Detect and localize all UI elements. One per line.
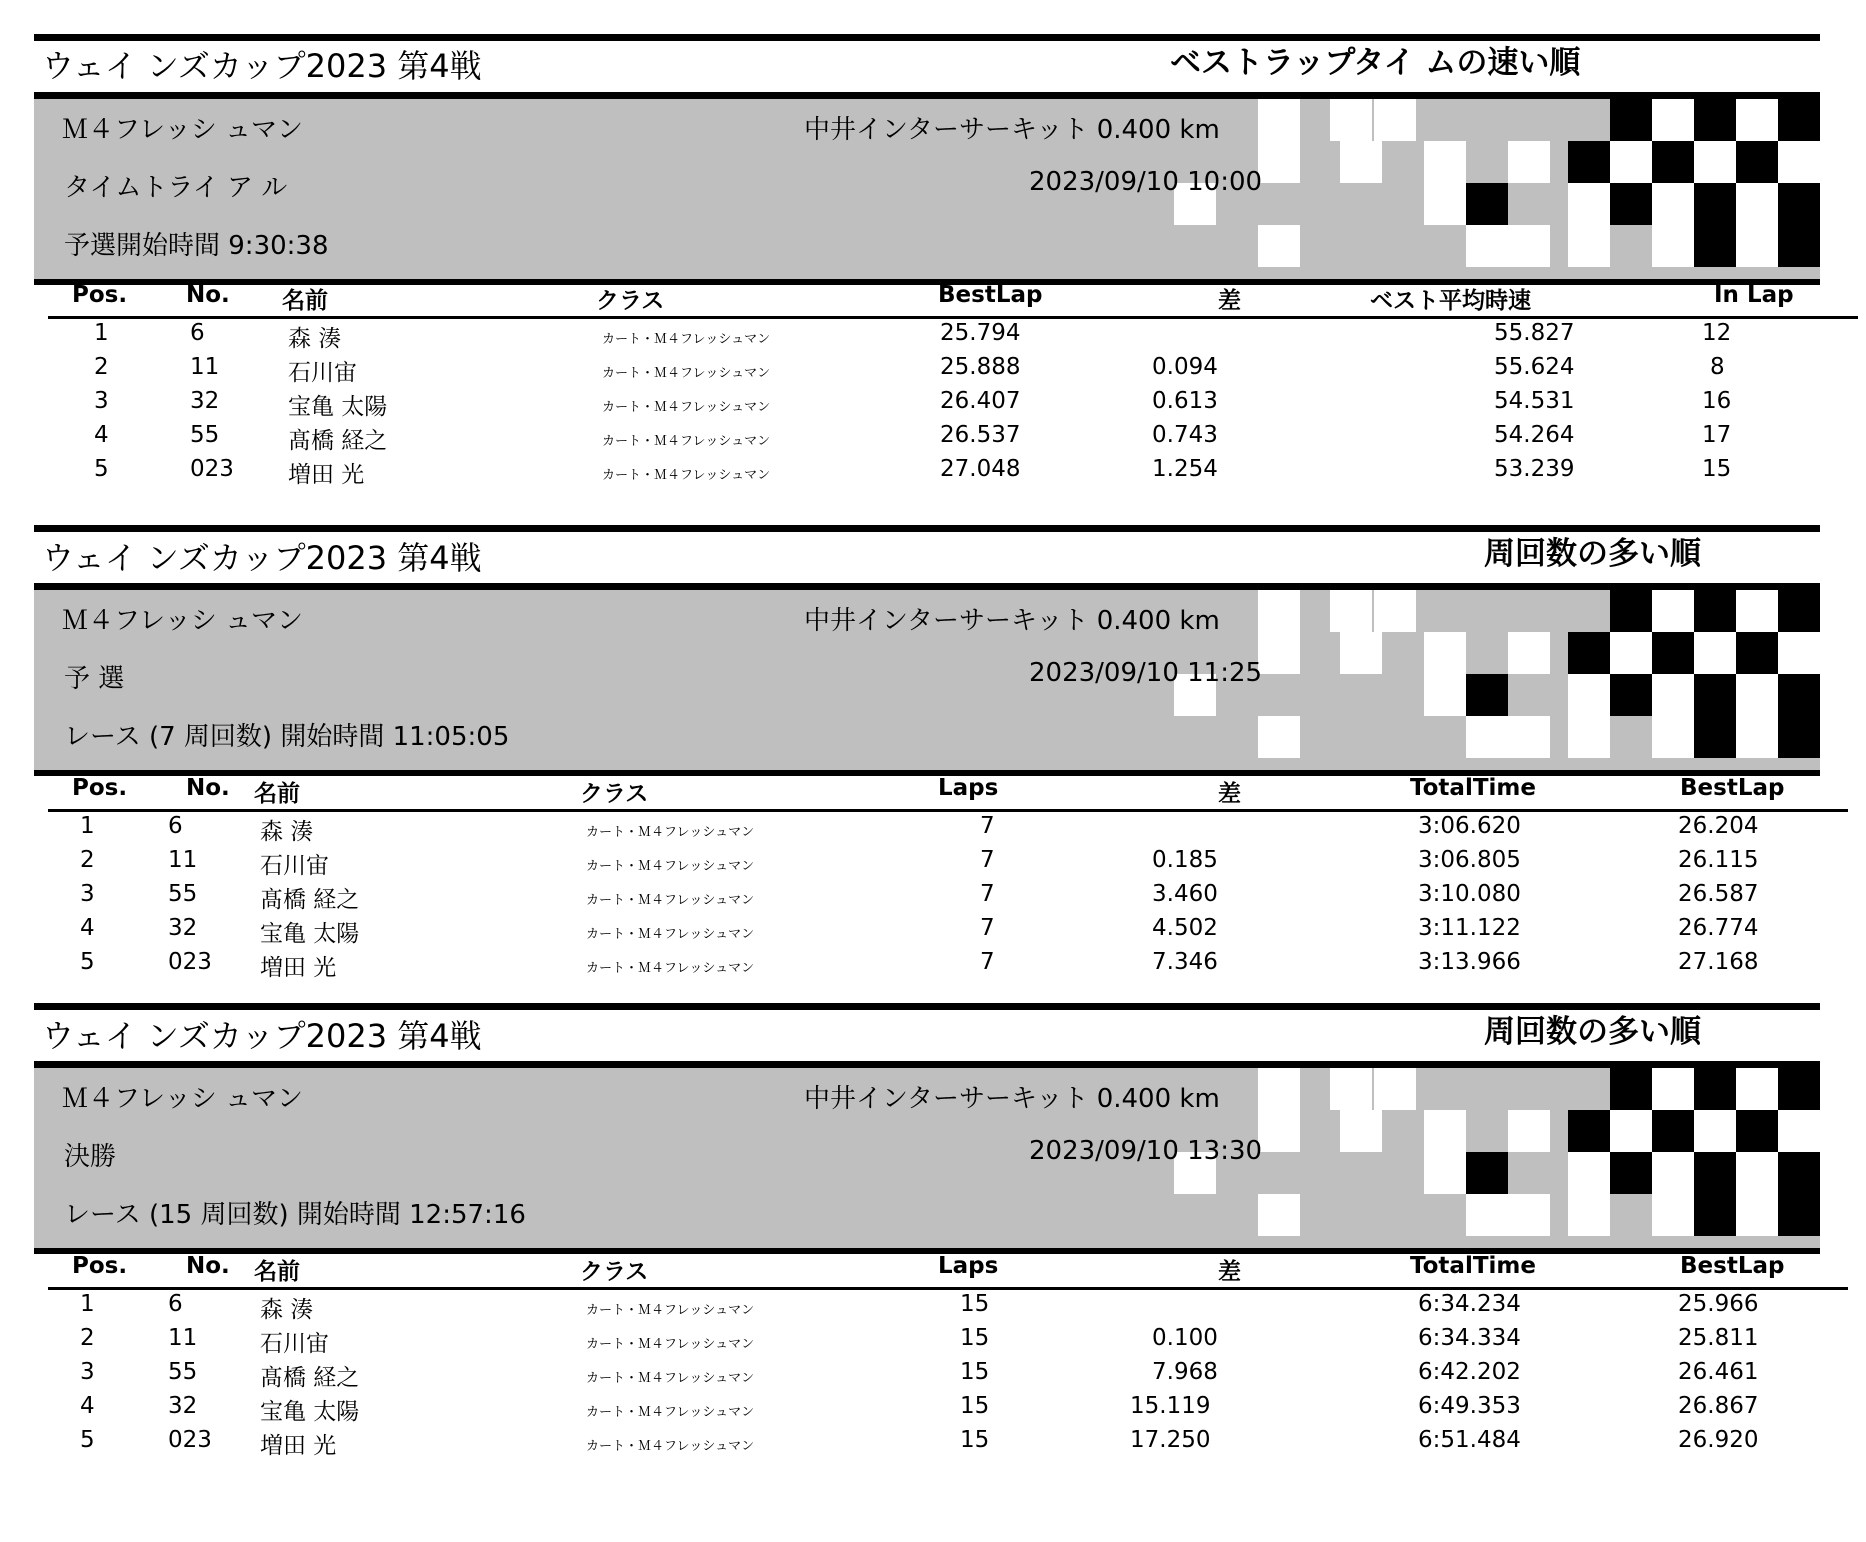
class: カート・Ｍ４フレッシュマン xyxy=(586,927,755,942)
car-number: 11 xyxy=(190,354,220,380)
pos: 4 xyxy=(80,1393,95,1419)
avg-speed: 55.624 xyxy=(1494,354,1575,380)
table-row xyxy=(0,354,1866,388)
col-name: 名前 xyxy=(282,288,328,314)
pos: 1 xyxy=(80,1291,95,1317)
gap: 0.094 xyxy=(1152,354,1218,380)
event-title: ウェイ ンズカップ2023 第4戦 xyxy=(42,539,482,577)
gap: 3.460 xyxy=(1152,881,1218,907)
pos: 3 xyxy=(94,388,109,414)
col-best-lap: BestLap xyxy=(1680,775,1785,801)
session-datetime: 2023/09/10 10:00 xyxy=(1029,167,1263,197)
session-banner xyxy=(34,92,1820,285)
total-time: 6:34.334 xyxy=(1418,1325,1521,1351)
gap: 0.613 xyxy=(1152,388,1218,414)
best-lap: 26.920 xyxy=(1678,1427,1759,1453)
pos: 3 xyxy=(80,1359,95,1385)
col-gap: 差 xyxy=(1218,288,1241,314)
driver-name: 髙橋 経之 xyxy=(288,428,388,454)
circuit-info: 中井インターサーキット 0.400 km xyxy=(804,606,1220,636)
total-time: 6:42.202 xyxy=(1418,1359,1521,1385)
col-pos: Pos. xyxy=(72,282,128,308)
best-lap: 27.048 xyxy=(940,456,1021,482)
col-class: クラス xyxy=(596,288,665,314)
col-class: クラス xyxy=(580,781,649,807)
pos: 1 xyxy=(80,813,95,839)
best-lap: 27.168 xyxy=(1678,949,1759,975)
total-time: 6:51.484 xyxy=(1418,1427,1521,1453)
driver-name: 宝亀 太陽 xyxy=(260,921,360,947)
gap: 1.254 xyxy=(1152,456,1218,482)
table-row xyxy=(0,1359,1866,1393)
gap: 4.502 xyxy=(1152,915,1218,941)
best-lap: 26.115 xyxy=(1678,847,1759,873)
pos: 1 xyxy=(94,320,109,346)
session-name: 予 選 xyxy=(64,664,125,694)
car-number: 32 xyxy=(168,915,198,941)
laps: 15 xyxy=(960,1427,990,1453)
driver-name: 髙橋 経之 xyxy=(260,1365,360,1391)
class: カート・Ｍ４フレッシュマン xyxy=(586,893,755,908)
best-lap: 25.811 xyxy=(1678,1325,1759,1351)
pos: 4 xyxy=(80,915,95,941)
col-laps: Laps xyxy=(938,1253,999,1279)
table-row xyxy=(0,1291,1866,1325)
session-banner xyxy=(34,1061,1820,1254)
pos: 2 xyxy=(94,354,109,380)
car-number: 55 xyxy=(168,881,198,907)
class: カート・Ｍ４フレッシュマン xyxy=(602,332,771,347)
car-number: 55 xyxy=(168,1359,198,1385)
avg-speed: 54.531 xyxy=(1494,388,1575,414)
best-lap: 25.888 xyxy=(940,354,1021,380)
class: カート・Ｍ４フレッシュマン xyxy=(602,366,771,381)
driver-name: 森 湊 xyxy=(260,819,314,845)
table-header xyxy=(48,771,1848,812)
table-header xyxy=(48,1249,1848,1290)
pos: 5 xyxy=(80,1427,95,1453)
class: カート・Ｍ４フレッシュマン xyxy=(586,1405,755,1420)
driver-name: 宝亀 太陽 xyxy=(260,1399,360,1425)
table-row xyxy=(0,915,1866,949)
col-no: No. xyxy=(186,1253,230,1279)
driver-name: 石川宙 xyxy=(260,853,329,879)
avg-speed: 53.239 xyxy=(1494,456,1575,482)
gap: 0.743 xyxy=(1152,422,1218,448)
table-row xyxy=(0,847,1866,881)
best-lap: 26.204 xyxy=(1678,813,1759,839)
col-in-lap: In Lap xyxy=(1714,282,1794,308)
col-pos: Pos. xyxy=(72,1253,128,1279)
avg-speed: 55.827 xyxy=(1494,320,1575,346)
driver-name: 増田 光 xyxy=(260,955,337,981)
event-title: ウェイ ンズカップ2023 第4戦 xyxy=(42,1017,482,1055)
in-lap: 16 xyxy=(1702,388,1732,414)
in-lap: 12 xyxy=(1702,320,1732,346)
driver-name: 森 湊 xyxy=(260,1297,314,1323)
pos: 5 xyxy=(80,949,95,975)
class: カート・Ｍ４フレッシュマン xyxy=(586,1337,755,1352)
col-best-lap: BestLap xyxy=(938,282,1043,308)
laps: 15 xyxy=(960,1325,990,1351)
col-no: No. xyxy=(186,775,230,801)
car-number: 023 xyxy=(190,456,234,482)
car-number: 32 xyxy=(168,1393,198,1419)
session-banner xyxy=(34,583,1820,776)
best-lap: 26.774 xyxy=(1678,915,1759,941)
driver-name: 森 湊 xyxy=(288,326,342,352)
session-name: タイムトライ ア ル xyxy=(64,173,288,203)
best-lap: 26.407 xyxy=(940,388,1021,414)
gap: 0.100 xyxy=(1152,1325,1218,1351)
start-time-info: レース (15 周回数) 開始時間 12:57:16 xyxy=(64,1200,526,1230)
col-total-time: TotalTime xyxy=(1410,1253,1536,1279)
in-lap: 8 xyxy=(1710,354,1725,380)
table-row xyxy=(0,388,1866,422)
best-lap: 26.867 xyxy=(1678,1393,1759,1419)
driver-name: 増田 光 xyxy=(288,462,365,488)
class: カート・Ｍ４フレッシュマン xyxy=(602,400,771,415)
class: カート・Ｍ４フレッシュマン xyxy=(586,961,755,976)
total-time: 3:06.620 xyxy=(1418,813,1521,839)
best-lap: 26.461 xyxy=(1678,1359,1759,1385)
car-number: 55 xyxy=(190,422,220,448)
gap: 17.250 xyxy=(1130,1427,1211,1453)
gap: 15.119 xyxy=(1130,1393,1211,1419)
session-name: 決勝 xyxy=(64,1142,117,1172)
class-name: Ｍ４フレッシ ュマン xyxy=(62,115,303,145)
pos: 2 xyxy=(80,1325,95,1351)
driver-name: 増田 光 xyxy=(260,1433,337,1459)
total-time: 3:11.122 xyxy=(1418,915,1521,941)
in-lap: 17 xyxy=(1702,422,1732,448)
pos: 3 xyxy=(80,881,95,907)
laps: 7 xyxy=(980,813,995,839)
pos: 5 xyxy=(94,456,109,482)
col-best-lap: BestLap xyxy=(1680,1253,1785,1279)
table-row xyxy=(0,1393,1866,1427)
best-lap: 26.587 xyxy=(1678,881,1759,907)
total-time: 6:34.234 xyxy=(1418,1291,1521,1317)
car-number: 023 xyxy=(168,949,212,975)
car-number: 6 xyxy=(190,320,205,346)
avg-speed: 54.264 xyxy=(1494,422,1575,448)
col-avg-speed: ベスト平均時速 xyxy=(1370,288,1531,314)
start-time-info: 予選開始時間 9:30:38 xyxy=(64,231,329,261)
laps: 15 xyxy=(960,1291,990,1317)
laps: 15 xyxy=(960,1359,990,1385)
best-lap: 25.966 xyxy=(1678,1291,1759,1317)
table-row xyxy=(0,320,1866,354)
car-number: 023 xyxy=(168,1427,212,1453)
col-pos: Pos. xyxy=(72,775,128,801)
pos: 4 xyxy=(94,422,109,448)
class: カート・Ｍ４フレッシュマン xyxy=(586,1303,755,1318)
result-section-best-lap xyxy=(0,0,1866,490)
total-time: 6:49.353 xyxy=(1418,1393,1521,1419)
laps: 7 xyxy=(980,949,995,975)
table-row xyxy=(0,1325,1866,1359)
table-row xyxy=(0,881,1866,915)
table-row xyxy=(0,1427,1866,1461)
laps: 7 xyxy=(980,915,995,941)
laps: 7 xyxy=(980,847,995,873)
car-number: 11 xyxy=(168,1325,198,1351)
start-time-info: レース (7 周回数) 開始時間 11:05:05 xyxy=(64,722,510,752)
circuit-info: 中井インターサーキット 0.400 km xyxy=(804,115,1220,145)
col-name: 名前 xyxy=(254,1259,300,1285)
in-lap: 15 xyxy=(1702,456,1732,482)
laps: 7 xyxy=(980,881,995,907)
gap: 7.968 xyxy=(1152,1359,1218,1385)
car-number: 32 xyxy=(190,388,220,414)
col-no: No. xyxy=(186,282,230,308)
col-total-time: TotalTime xyxy=(1410,775,1536,801)
class: カート・Ｍ４フレッシュマン xyxy=(586,1439,755,1454)
col-gap: 差 xyxy=(1218,1259,1241,1285)
car-number: 11 xyxy=(168,847,198,873)
driver-name: 石川宙 xyxy=(288,360,357,386)
sort-order-label: 周回数の多い順 xyxy=(1484,536,1701,572)
laps: 15 xyxy=(960,1393,990,1419)
class: カート・Ｍ４フレッシュマン xyxy=(602,468,771,483)
sort-order-label: 周回数の多い順 xyxy=(1484,1014,1701,1050)
total-time: 3:13.966 xyxy=(1418,949,1521,975)
result-section-qualifying xyxy=(0,490,1866,980)
session-datetime: 2023/09/10 13:30 xyxy=(1029,1136,1263,1166)
table-row xyxy=(0,422,1866,456)
col-gap: 差 xyxy=(1218,781,1241,807)
col-name: 名前 xyxy=(254,781,300,807)
table-header xyxy=(48,278,1858,319)
col-laps: Laps xyxy=(938,775,999,801)
table-row xyxy=(0,813,1866,847)
pos: 2 xyxy=(80,847,95,873)
gap: 7.346 xyxy=(1152,949,1218,975)
best-lap: 26.537 xyxy=(940,422,1021,448)
gap: 0.185 xyxy=(1152,847,1218,873)
driver-name: 宝亀 太陽 xyxy=(288,394,388,420)
event-title: ウェイ ンズカップ2023 第4戦 xyxy=(42,47,482,85)
total-time: 3:06.805 xyxy=(1418,847,1521,873)
class: カート・Ｍ４フレッシュマン xyxy=(586,1371,755,1386)
best-lap: 25.794 xyxy=(940,320,1021,346)
class: カート・Ｍ４フレッシュマン xyxy=(602,434,771,449)
driver-name: 髙橋 経之 xyxy=(260,887,360,913)
driver-name: 石川宙 xyxy=(260,1331,329,1357)
total-time: 3:10.080 xyxy=(1418,881,1521,907)
result-section-final xyxy=(0,968,1866,1488)
table-row xyxy=(0,456,1866,490)
class: カート・Ｍ４フレッシュマン xyxy=(586,825,755,840)
session-datetime: 2023/09/10 11:25 xyxy=(1029,658,1263,688)
sort-order-label: ベストラップタイ ムの速い順 xyxy=(1170,45,1581,81)
class-name: Ｍ４フレッシ ュマン xyxy=(62,606,303,636)
car-number: 6 xyxy=(168,1291,183,1317)
class-name: Ｍ４フレッシ ュマン xyxy=(62,1084,303,1114)
col-class: クラス xyxy=(580,1259,649,1285)
circuit-info: 中井インターサーキット 0.400 km xyxy=(804,1084,1220,1114)
car-number: 6 xyxy=(168,813,183,839)
class: カート・Ｍ４フレッシュマン xyxy=(586,859,755,874)
